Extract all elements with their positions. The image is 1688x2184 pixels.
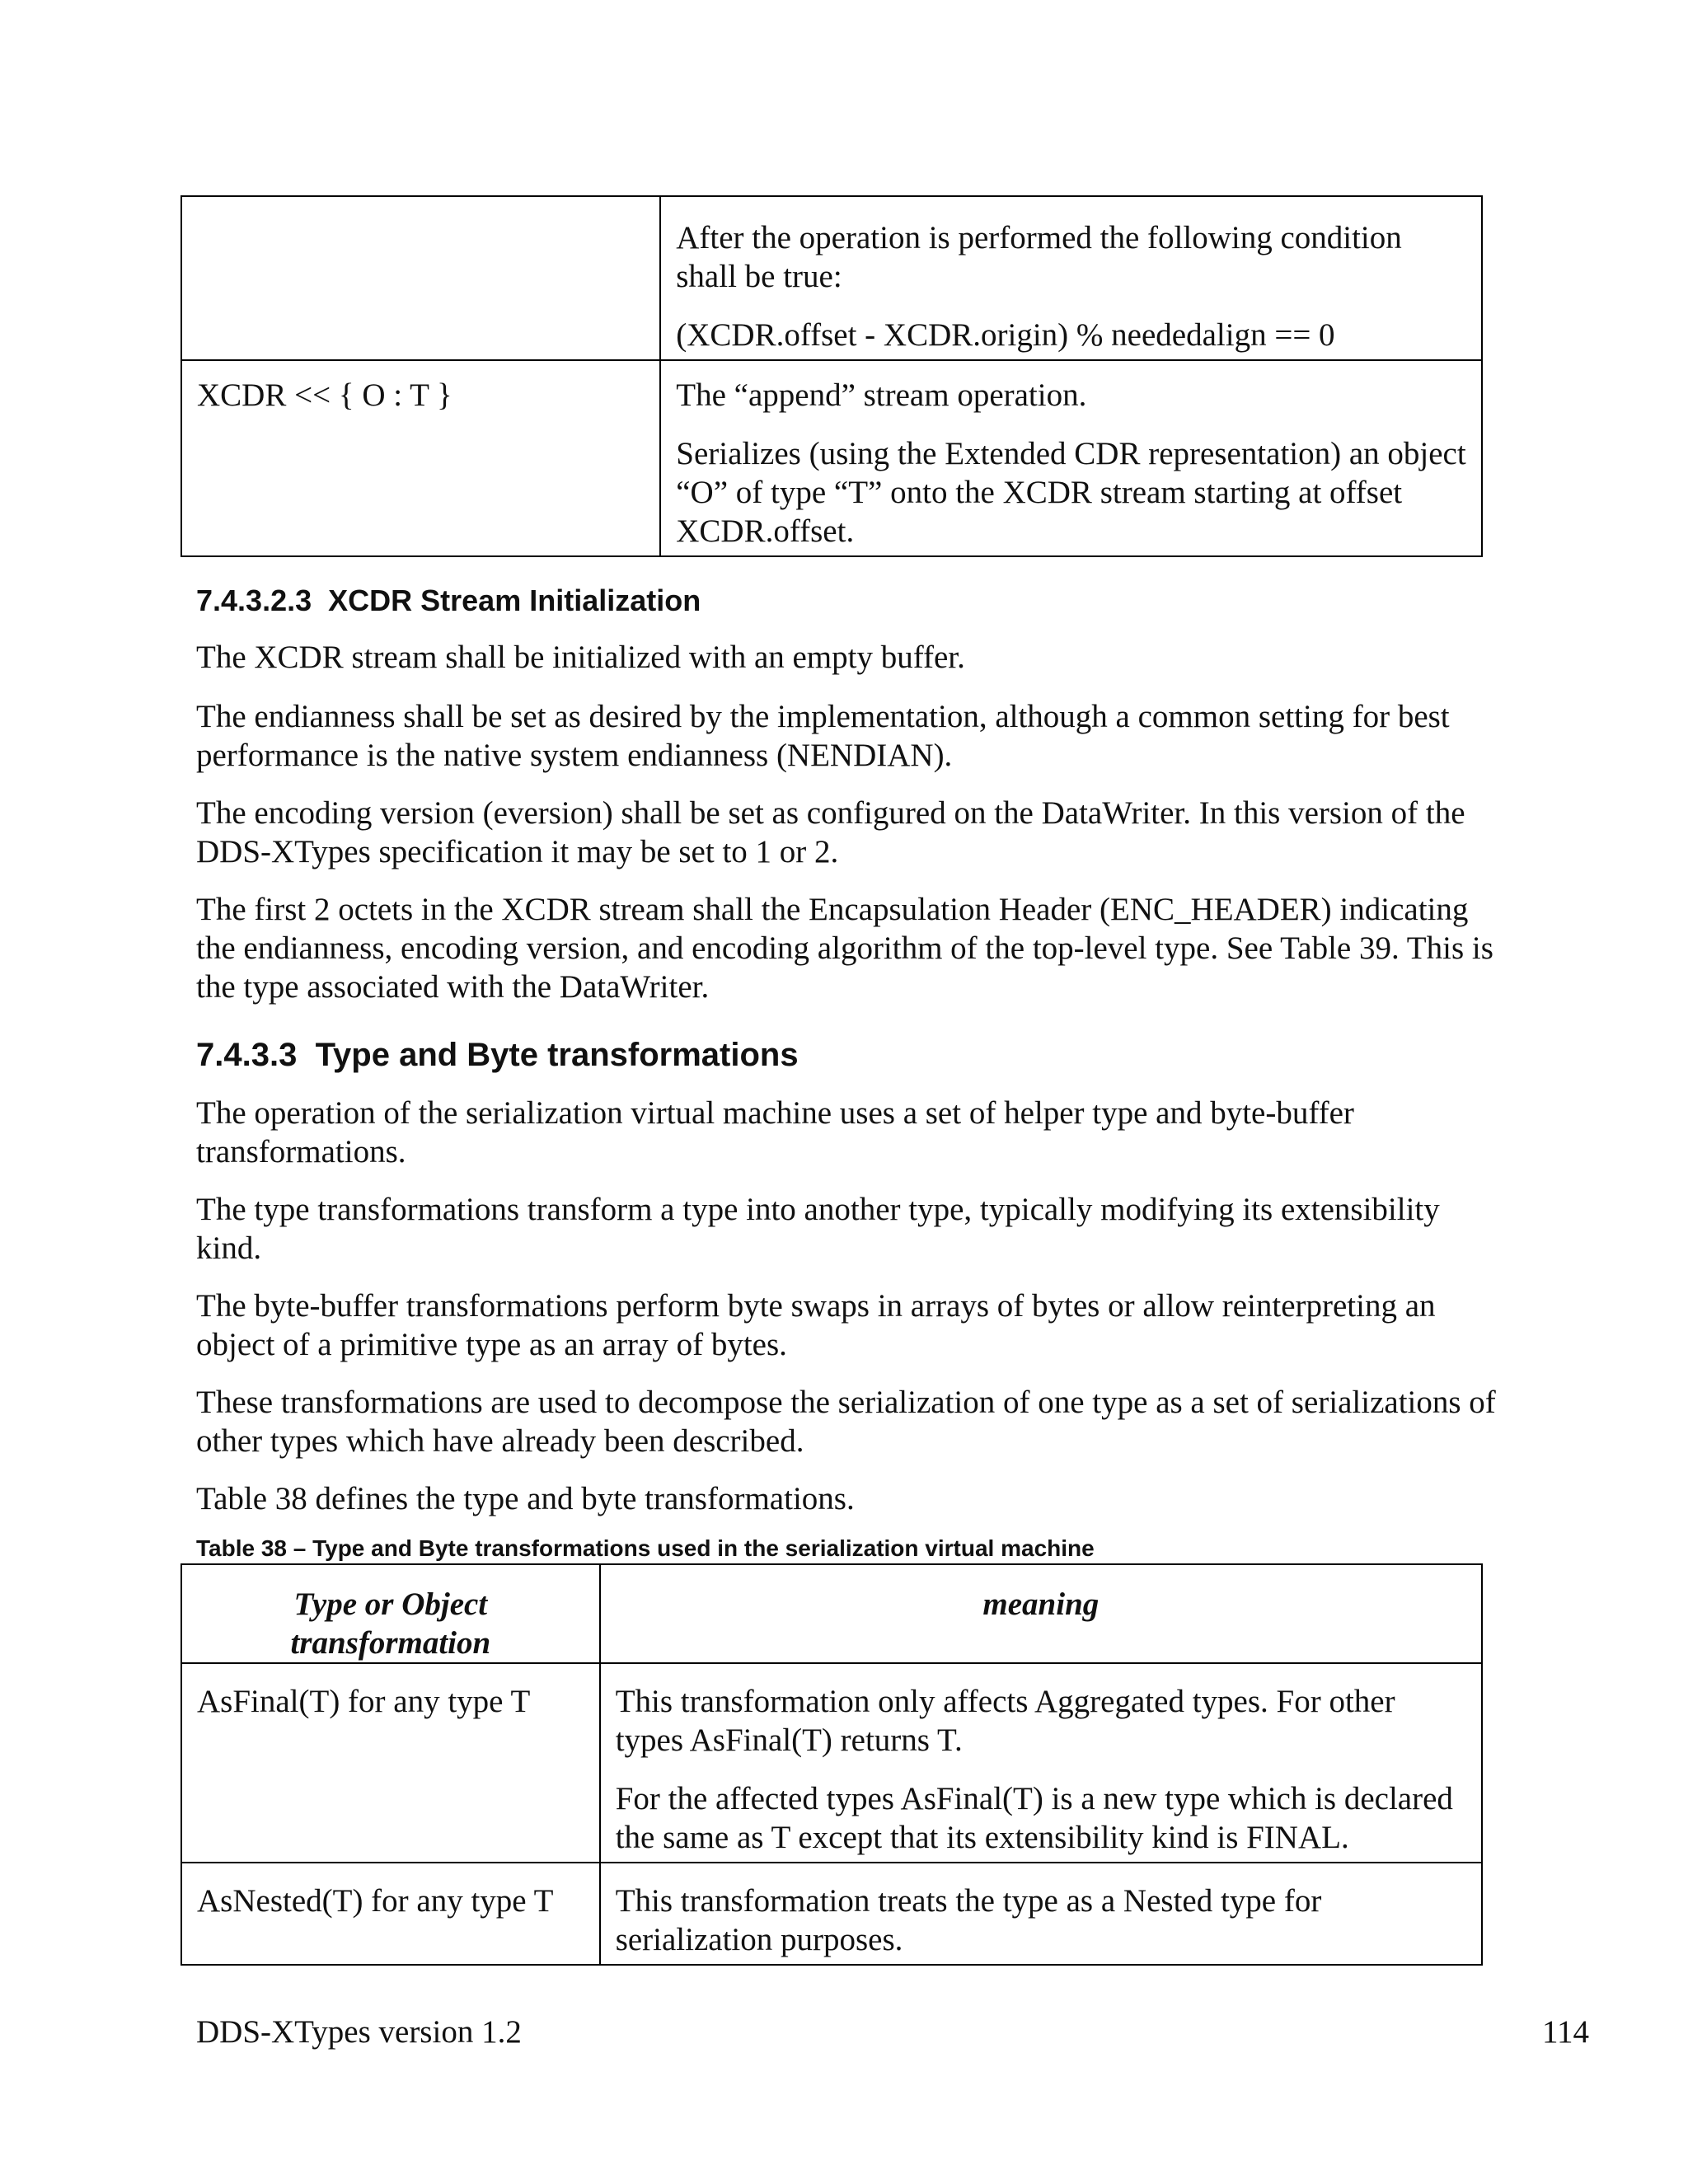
table-header-row [181, 1564, 1482, 1663]
cell-text: This transformation treats the type as a Nested type for serialization purposes. [615, 1883, 1322, 1957]
section-title: XCDR Stream Initialization [328, 583, 701, 617]
table-row [181, 196, 1482, 360]
header-text: Type or Object transformation [290, 1586, 491, 1661]
cell-text: (XCDR.offset - XCDR.origin) % neededalign == 0 [676, 317, 1335, 353]
table-row [181, 1663, 1482, 1863]
cell-text: This transformation only affects Aggregated types. For other types AsFinal(T) returns T. [615, 1684, 1395, 1758]
paragraph: The type transformations transform a type into another type, typically modifying its extensibility kind. [196, 1192, 1440, 1266]
section-number: 7.4.3.3 [196, 1037, 298, 1073]
paragraph: The byte-buffer transformations perform byte swaps in arrays of bytes or allow reinterpreting an object of a primitive type as an array of bytes. [196, 1288, 1436, 1362]
table-cell [181, 360, 660, 556]
section-number: 7.4.3.2.3 [196, 583, 312, 617]
cell-text: AsFinal(T) for any type T [197, 1684, 531, 1719]
top-table [181, 195, 1483, 557]
cell-text: Serializes (using the Extended CDR representation) an object “O” of type “T” onto the XCDR stream starting at offset XCDR.offset. [676, 436, 1466, 549]
table-header-cell [600, 1564, 1482, 1663]
table-cell [600, 1663, 1482, 1863]
section-heading [196, 1035, 799, 1075]
cell-text: For the affected types AsFinal(T) is a new type which is declared the same as T except that its extensibility kind is FINAL. [615, 1781, 1453, 1855]
paragraph: The XCDR stream shall be initialized with an empty buffer. [196, 640, 965, 675]
table-38 [181, 1563, 1483, 1966]
table-row [181, 1863, 1482, 1965]
table-cell [660, 360, 1482, 556]
paragraph: The first 2 octets in the XCDR stream shall the Encapsulation Header (ENC_HEADER) indicating the endianness, encoding version, and encoding algorithm of the top-level type. See Table 39. This is the type associated with the DataWriter. [196, 892, 1493, 1005]
table-cell [181, 196, 660, 360]
cell-text: After the operation is performed the following condition shall be true: [676, 220, 1402, 294]
table-caption: Table 38 – Type and Byte transformations used in the serialization virtual machine [196, 1535, 1095, 1561]
table-cell [660, 196, 1482, 360]
page-number: 114 [1541, 2014, 1589, 2050]
cell-text: The “append” stream operation. [676, 377, 1087, 413]
paragraph: Table 38 defines the type and byte transformations. [196, 1481, 855, 1516]
table-cell [600, 1863, 1482, 1965]
paragraph: The operation of the serialization virtual machine uses a set of helper type and byte-buffer transformations. [196, 1095, 1354, 1169]
table-row [181, 360, 1482, 556]
paragraph: These transformations are used to decompose the serialization of one type as a set of serializations of other types which have already been described. [196, 1385, 1496, 1459]
cell-text: AsNested(T) for any type T [197, 1883, 554, 1919]
section-heading [196, 583, 701, 618]
footer-title: DDS-XTypes version 1.2 [196, 2014, 522, 2050]
paragraph: The encoding version (eversion) shall be set as configured on the DataWriter. In this version of the DDS-XTypes specification it may be set to 1 or 2. [196, 795, 1465, 869]
table-cell [181, 1863, 600, 1965]
section-title: Type and Byte transformations [315, 1037, 799, 1073]
paragraph: The endianness shall be set as desired by the implementation, although a common setting for best performance is the native system endianness (NENDIAN). [196, 699, 1450, 773]
table-header-cell [181, 1564, 600, 1663]
header-text: meaning [982, 1586, 1100, 1622]
table-cell [181, 1663, 600, 1863]
cell-text: XCDR << { O : T } [197, 377, 452, 413]
